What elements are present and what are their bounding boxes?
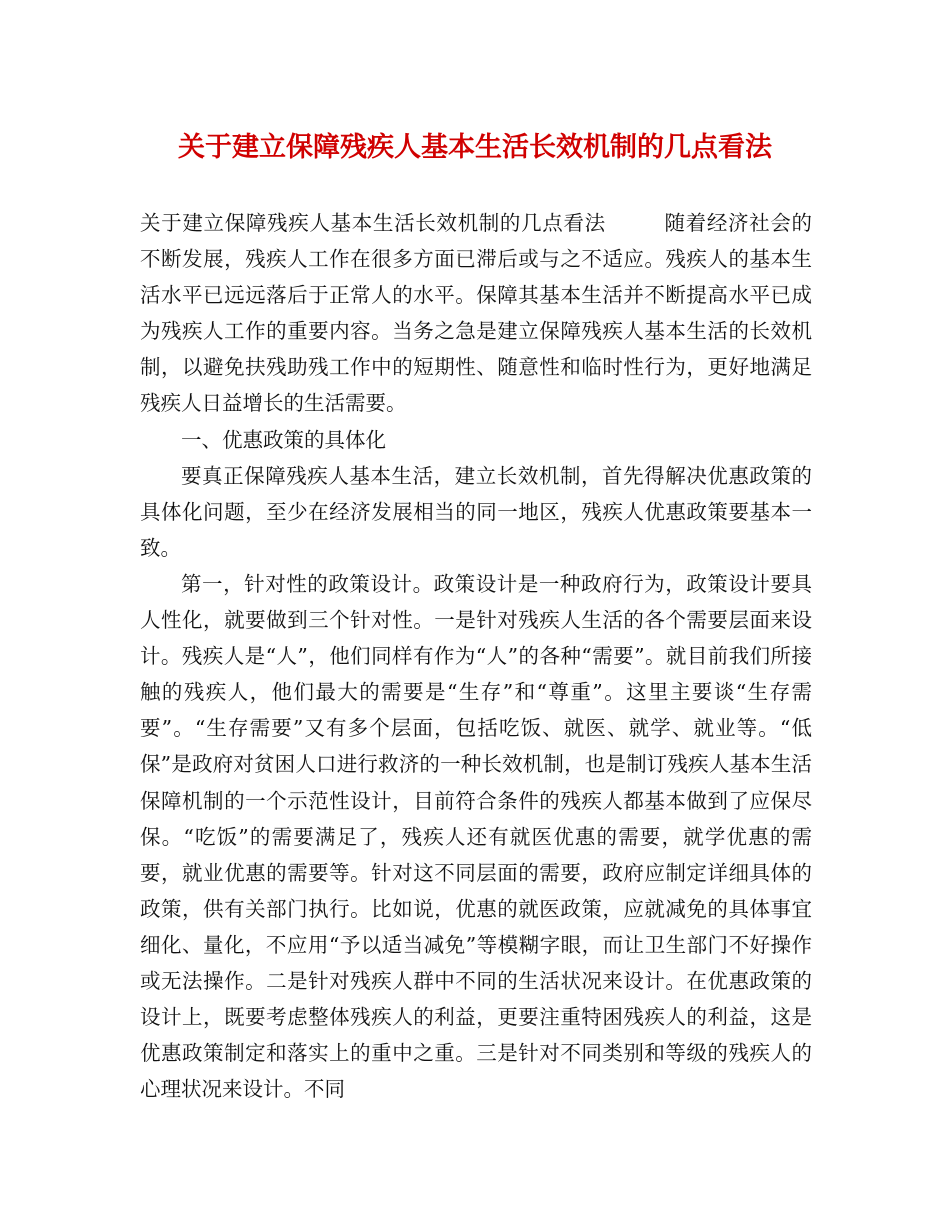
paragraph-3: 第一，针对性的政策设计。政策设计是一种政府行为，政策设计要具人性化，就要做到三个针对性。一是针对残疾人生活的各个需要层面来设计。残疾人是“人”，他们同样有作为“人”的各种“需要”。就目前我们所接触的残疾人，他们最大的需要是“生存”和“尊重”。这里主要谈“生存需要”。“生存需要”又有多个层面，包括吃饭、就医、就学、就业等。“低保”是政府对贫困人口进行救济的一种长效机制，也是制订残疾人基本生活保障机制的一个示范性设计，目前符合条件的残疾人都基本做到了应保尽保。“吃饭”的需要满足了，残疾人还有就医优惠的需要，就学优惠的需要，就业优惠的需要等。针对这不同层面的需要，政府应制定详细具体的政策，供有关部门执行。比如说，优惠的就医政策，应就减免的具体事宜细化、量化，不应用“予以适当减免”等模糊字眼，而让卫生部门不好操作或无法操作。二是针对残疾人群中不同的生活状况来设计。在优惠政策的设计上，既要考虑整体残疾人的利益，更要注重特困残疾人的利益，这是优惠政策制定和落实上的重中之重。三是针对不同类别和等级的残疾人的心理状况来设计。不同 — [140, 571, 812, 1102]
intro-heading: 关于建立保障残疾人基本生活长效机制的几点看法 — [140, 211, 606, 235]
paragraph-2: 要真正保障残疾人基本生活，建立长效机制，首先得解决优惠政策的具体化问题，至少在经济发展相当的同一地区，残疾人优惠政策要基本一致。 — [140, 463, 812, 560]
intro-paragraph — [140, 205, 812, 422]
section-heading: 一、优惠政策的具体化 — [181, 427, 386, 452]
paragraph-1: 随着经济社会的不断发展，残疾人工作在很多方面已滞后或与之不适应。残疾人的基本生活水平已远远落后于正常人的水平。保障其基本生活并不断提高水平已成为残疾人工作的重要内容。当务之急是建立保障残疾人基本生活的长效机制，以避免扶残助残工作中的短期性、随意性和临时性行为，更好地满足残疾人日益增长的生活需要。 — [140, 211, 813, 416]
document-body — [140, 205, 812, 1107]
document-title: 关于建立保障残疾人基本生活长效机制的几点看法 — [178, 132, 772, 163]
